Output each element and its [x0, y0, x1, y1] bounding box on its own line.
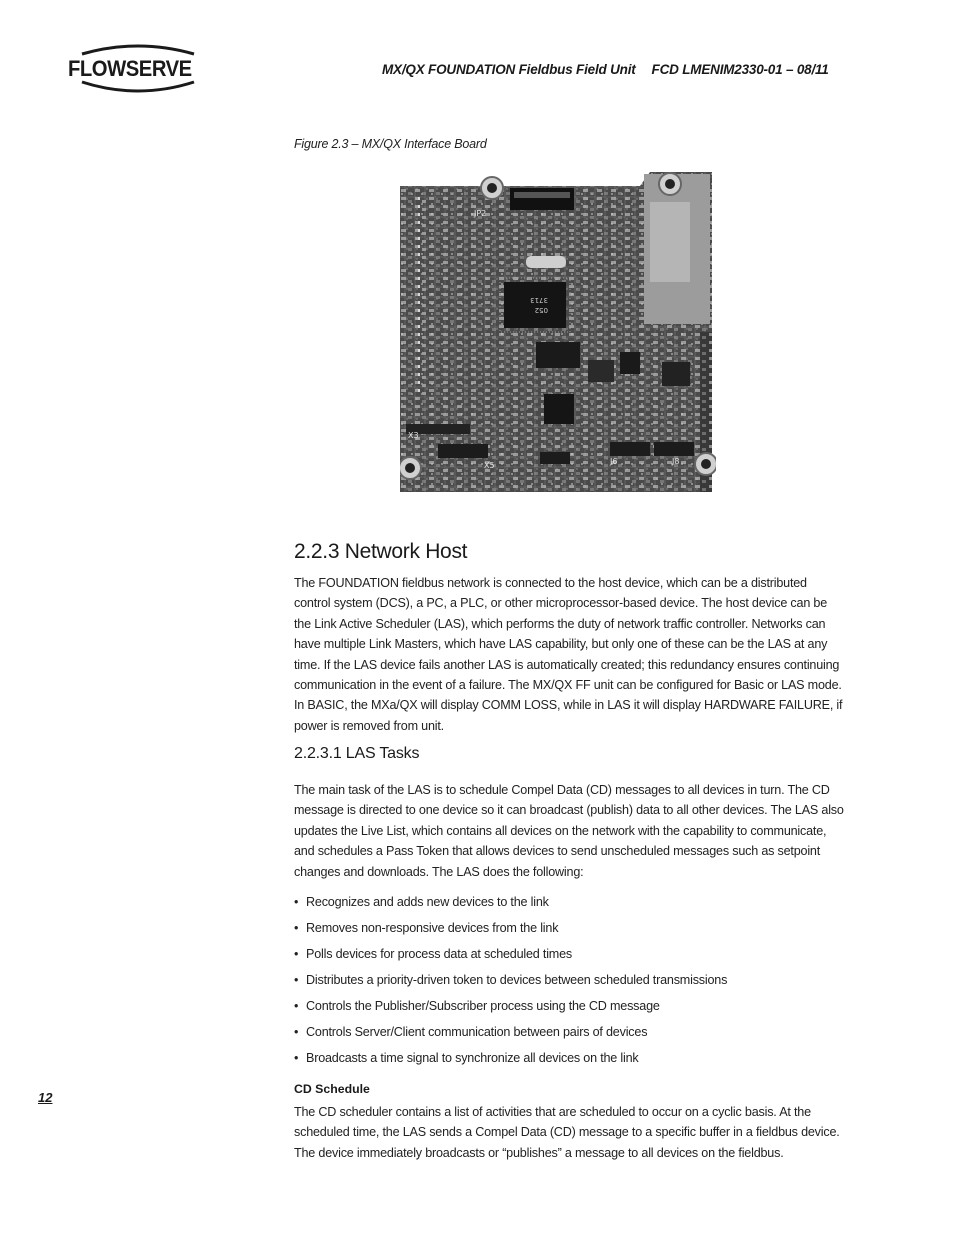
board-label-x3: X3: [408, 431, 419, 440]
cd-schedule-text: The CD scheduler contains a list of activities that are scheduled to occur on a cyclic basis. At the scheduled time, the LAS sends a Compel Data (CD) message to a specific buffer in a fieldbus device. The device immediately broadcasts or “publishes” a message to all devices on the fieldbus.: [294, 1105, 840, 1160]
las-task-list: [294, 892, 846, 1074]
board-label-x5: X5: [484, 461, 495, 470]
list-item: • Recognizes and adds new devices to the link: [294, 895, 549, 909]
logo-text: FLOWSERVE: [68, 56, 192, 81]
doc-title: MX/QX FOUNDATION Fieldbus Field Unit: [382, 62, 636, 77]
list-item: • Controls Server/Client communication between pairs of devices: [294, 1025, 648, 1039]
flowserve-logo: [68, 44, 208, 96]
interface-board-image: [400, 172, 716, 492]
board-label-j6: J6: [610, 457, 618, 466]
subsection-heading: 2.2.3.1 LAS Tasks: [294, 745, 420, 762]
figure-caption: Figure 2.3 – MX/QX Interface Board: [294, 137, 487, 151]
document-header: [382, 62, 829, 77]
board-label-j8: J8: [672, 457, 680, 466]
svg-text:3713: 3713: [530, 296, 548, 304]
list-item: • Broadcasts a time signal to synchronize all devices on the link: [294, 1051, 639, 1065]
list-item: • Polls devices for process data at scheduled times: [294, 947, 573, 961]
page-number: 12: [38, 1090, 53, 1105]
section-paragraph: [294, 573, 846, 736]
svg-text:052: 052: [534, 306, 548, 314]
board-label-jp2: JP2: [474, 209, 487, 218]
subsection-paragraph: [294, 780, 846, 882]
section-heading: 2.2.3 Network Host: [294, 540, 468, 563]
las-tasks-text: The main task of the LAS is to schedule Compel Data (CD) messages to all devices in turn. The CD message is directed to one device so it can broadcast (publish) data to all other devices. The LAS also updates the Live List, which contains all devices on the network with the capability to communicate, and schedules a Pass Token that allows devices to send unscheduled messages such as setpoint changes and downloads. The LAS does the following:: [294, 783, 844, 879]
network-host-text: The FOUNDATION fieldbus network is connected to the host device, which can be a distributed control system (DCS), a PC, a PLC, or other microprocessor-based device. The host device can be the Link Active Scheduler (LAS), which performs the duty of network traffic controller. Networks can have multiple Link Masters, which have LAS capability, but only one of these can be the LAS at any time. If the LAS device fails another LAS is automatically created; this redundancy ensures continuing communication in the event of a failure. The MX/QX FF unit can be configured for Basic or LAS mode. In BASIC, the MXa/QX will display COMM LOSS, while in LAS it will display HARDWARE FAILURE, if power is removed from unit.: [294, 576, 843, 733]
list-item: • Distributes a priority-driven token to devices between scheduled transmissions: [294, 973, 728, 987]
list-item: • Removes non-responsive devices from the link: [294, 921, 559, 935]
cd-schedule-heading: CD Schedule: [294, 1082, 370, 1096]
doc-code: FCD LMENIM2330-01 – 08/11: [651, 62, 829, 77]
cd-schedule-paragraph: [294, 1102, 846, 1163]
list-item: • Controls the Publisher/Subscriber process using the CD message: [294, 999, 660, 1013]
